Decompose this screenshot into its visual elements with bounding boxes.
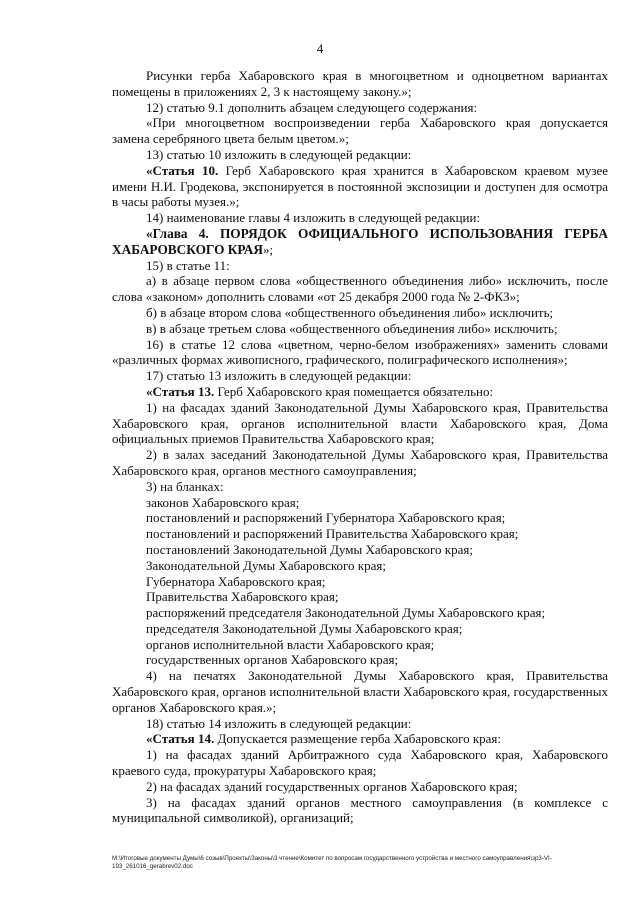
list-item: Правительства Хабаровского края; xyxy=(146,589,339,605)
article-text: Герб Хабаровского края хранится в Хабаровском краевом музее имени Н.И. Гродекова, экспонируется в постоянной экспозиции и доступен для осмотра в часы работы музея.»; xyxy=(112,162,608,210)
list-item: Законодательной Думы Хабаровского края; xyxy=(146,557,386,573)
list-item: законов Хабаровского края; xyxy=(146,494,300,510)
paragraph: 2) в залах заседаний Законодательной Думы Хабаровского края, Правительства Хабаровского края, органов местного самоуправления; xyxy=(112,447,608,478)
paragraph: 14) наименование главы 4 изложить в следующей редакции: xyxy=(146,210,481,226)
paragraph: 15) в статье 11: xyxy=(146,257,230,273)
list-item: постановлений и распоряжений Правительства Хабаровского края; xyxy=(146,526,519,542)
paragraph: 12) статью 9.1 дополнить абзацем следующего содержания: xyxy=(146,99,478,115)
list-item: распоряжений председателя Законодательной Думы Хабаровского края; xyxy=(146,605,546,621)
paragraph: а) в абзаце первом слова «общественного объединения либо» исключить, после слова «законом» дополнить словами «от 25 декабря 2000 года № 2-ФКЗ»; xyxy=(112,273,608,305)
article-text: Допускается размещение герба Хабаровского края: xyxy=(214,731,502,747)
page-number: 4 xyxy=(316,41,324,56)
paragraph: 16) в статье 12 слова «цветном, черно-белом изображениях» заменить словами «различных формах живописного, графического, полиграфического исполнения»; xyxy=(112,336,608,368)
article-title: «Статья 10. xyxy=(146,162,219,178)
paragraph: «При многоцветном воспроизведении герба Хабаровского края допускается замена серебряного цвета белым цветом.»; xyxy=(112,115,608,147)
paragraph: 18) статью 14 изложить в следующей редакции: xyxy=(146,715,412,731)
paragraph: б) в абзаце втором слова «общественного объединения либо» исключить; xyxy=(146,304,554,320)
chapter-title-tail: »; xyxy=(263,241,274,257)
list-item: Губернатора Хабаровского края; xyxy=(146,573,326,589)
article-title: «Статья 13. xyxy=(146,383,215,399)
paragraph: 13) статью 10 изложить в следующей редакции: xyxy=(146,146,412,162)
chapter-heading xyxy=(112,226,608,258)
article-13-paragraph xyxy=(112,384,608,400)
file-path-footer: M:\Итоговые документы Думы\6 созыв\Проекты\Законы\3 чтение\Комитет по вопросам государственного устройства и местного самоуправления\зр3-VI-193_261016_gerabrev02.doc xyxy=(112,855,552,870)
list-item: органов исполнительной власти Хабаровского края; xyxy=(146,636,435,652)
paragraph: 3) на фасадах зданий органов местного самоуправления (в комплексе с муниципальной символикой), организаций; xyxy=(112,794,608,826)
document-body xyxy=(112,68,608,826)
list-item: председателя Законодательной Думы Хабаровского края; xyxy=(146,620,463,636)
article-text: Герб Хабаровского края помещается обязательно: xyxy=(214,383,494,399)
paragraph: 1) на фасадах зданий Законодательной Думы Хабаровского края, Правительства Хабаровского края, органов исполнительной власти Хабаровского края, Дома официальных приемов Правительства Хабаровского края; xyxy=(112,399,608,447)
article-title: «Статья 14. xyxy=(146,731,215,747)
article-10-paragraph xyxy=(112,163,608,210)
paragraph: 1) на фасадах зданий Арбитражного суда Хабаровского края, Хабаровского краевого суда, прокуратуры Хабаровского края; xyxy=(112,747,608,779)
list-item: постановлений Законодательной Думы Хабаровского края; xyxy=(146,541,473,557)
paragraph: 2) на фасадах зданий государственных органов Хабаровского края; xyxy=(146,778,518,794)
paragraph: 4) на печатях Законодательной Думы Хабаровского края, Правительства Хабаровского края, органов исполнительной власти Хабаровского края, государственных органов Хабаровского края.»; xyxy=(112,668,608,715)
chapter-title: «Глава 4. ПОРЯДОК ОФИЦИАЛЬНОГО ИСПОЛЬЗОВАНИЯ ГЕРБА ХАБАРОВСКОГО КРАЯ xyxy=(112,225,608,257)
paragraph: 3) на бланках: xyxy=(146,478,224,494)
list-item: постановлений и распоряжений Губернатора Хабаровского края; xyxy=(146,510,506,526)
list-item: государственных органов Хабаровского края; xyxy=(146,652,399,668)
article-14-paragraph xyxy=(112,731,608,747)
paragraph: Рисунки герба Хабаровского края в многоцветном и одноцветном вариантах помещены в приложениях 2, 3 к настоящему закону.»; xyxy=(112,68,608,99)
paragraph: в) в абзаце третьем слова «общественного объединения либо» исключить; xyxy=(146,320,558,336)
paragraph: 17) статью 13 изложить в следующей редакции: xyxy=(146,368,412,384)
